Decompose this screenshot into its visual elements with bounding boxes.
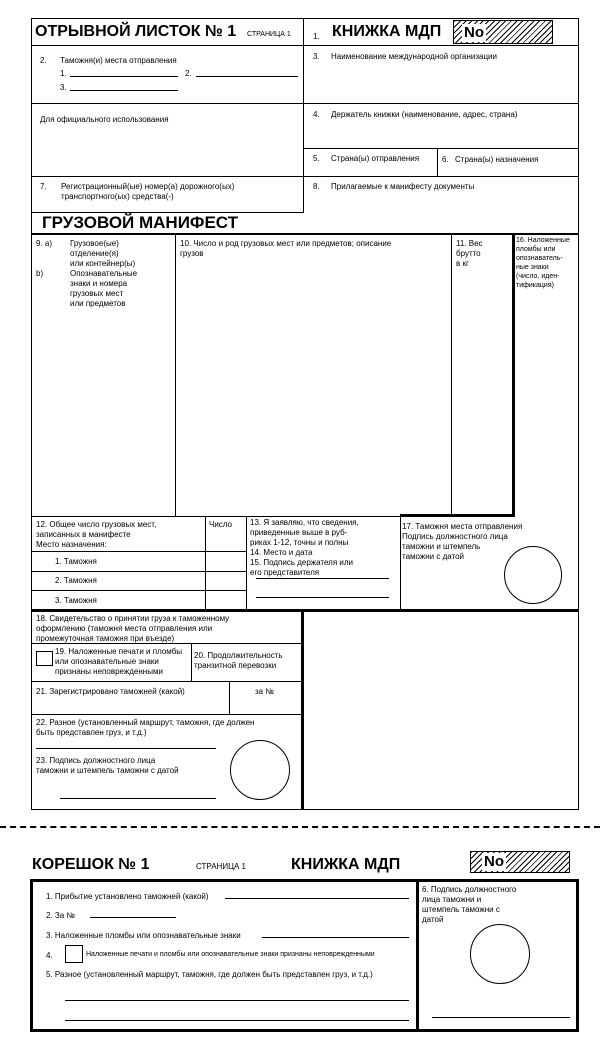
field-2-number: 2. xyxy=(40,56,47,65)
field-2-line-3[interactable] xyxy=(70,90,178,91)
divider xyxy=(205,516,206,610)
field-22-label: 22. Разное (установленный маршрут, таможня, где должен быть представлен груз, и т.д.) xyxy=(36,718,255,737)
stub-signature-line[interactable] xyxy=(432,1017,570,1018)
field-12-row-3: 3. Таможня xyxy=(55,596,97,605)
divider xyxy=(31,103,579,104)
divider xyxy=(416,879,419,1032)
field-18-label: 18. Свидетельство о принятии груза к таможенному оформлению (таможня места отправления или промежуточная таможня при въезде) xyxy=(36,614,230,643)
field-2-item-3: 3. xyxy=(60,83,67,92)
field-2-item-1: 1. xyxy=(60,69,67,78)
field-19-label: 19. Наложенные печати и пломбы или опознавательные знаки признаны неповрежденными xyxy=(55,647,183,676)
field-20-label: 20. Продолжительность транзитной перевозки xyxy=(194,651,283,670)
divider xyxy=(31,551,246,552)
divider xyxy=(31,45,303,46)
stamp-circle xyxy=(504,546,562,604)
stub-item-2-line[interactable] xyxy=(90,917,176,918)
holder-signature-line-2[interactable] xyxy=(256,597,389,598)
divider xyxy=(512,233,515,516)
divider xyxy=(303,148,579,149)
divider xyxy=(175,233,176,516)
stub-item-2: 2. За № xyxy=(46,911,75,920)
book-title: КНИЖКА МДП xyxy=(332,23,442,40)
stub-item-5: 5. Разное (установленный маршрут, таможня, где должен быть представлен груз, и т.д.) xyxy=(46,970,373,979)
field-12-count-header: Число xyxy=(209,520,233,529)
stamp-circle xyxy=(230,740,290,800)
field-12-row-1: 1. Таможня xyxy=(55,557,97,566)
divider xyxy=(303,45,579,46)
divider xyxy=(31,609,579,612)
field-13-15-label: 13. Я заявляю, что сведения, приведенные выше в руб- риках 1-12, точны и полны 14. Место и дата 15. Подпись держателя или его представителя xyxy=(250,518,359,577)
stub-item-6: 6. Подпись должностного лица таможни и штемпель таможни с датой xyxy=(422,885,517,924)
field-2-item-2: 2. xyxy=(185,69,192,78)
divider xyxy=(31,590,246,591)
field-16-label: 16. Наложенные пломбы или опознаватель- ные знаки (число, иден- тификация) xyxy=(516,237,570,289)
field-3-label: Наименование международной организации xyxy=(331,52,497,61)
field-10-label: 10. Число и род грузовых мест или предметов; описание грузов xyxy=(180,239,392,258)
field-8-number: 8. xyxy=(313,182,320,191)
divider xyxy=(246,516,247,610)
stub-item-4: Наложенные печати и пломбы или опознавательные знаки признаны неповрежденными xyxy=(86,951,375,958)
divider xyxy=(229,681,230,714)
divider xyxy=(400,514,515,517)
official-use-label: Для официального использования xyxy=(40,115,169,124)
divider xyxy=(451,233,452,516)
field-19-checkbox[interactable] xyxy=(36,651,53,666)
manifest-title: ГРУЗОВОЙ МАНИФЕСТ xyxy=(42,213,239,232)
field-12-row-2: 2. Таможня xyxy=(55,576,97,585)
field-9-text: Грузовое(ые) отделение(я) или контейнер(ы) Опознавательные знаки и номера грузовых мест или предметов xyxy=(70,239,138,308)
stub-stamp-circle xyxy=(470,924,530,984)
field-17-label: 17. Таможня места отправления Подпись должностного лица таможни и штемпель таможни с датой xyxy=(402,522,523,561)
field-7-label: Регистрационный(ые) номер(а) дорожного(ых) транспортного(ых) средства(-) xyxy=(61,182,235,201)
divider xyxy=(31,176,579,177)
field-4-label: Держатель книжки (наименование, адрес, страна) xyxy=(331,110,518,119)
field-21-number-label: за № xyxy=(255,687,274,696)
field-6-number: 6. xyxy=(442,155,449,164)
sheet-title: ОТРЫВНОЙ ЛИСТОК № 1 xyxy=(35,23,237,40)
divider xyxy=(31,714,302,715)
field-22-line[interactable] xyxy=(36,748,216,749)
field-2-label: Таможня(и) места отправления xyxy=(60,56,177,65)
stub-title: КОРЕШОК № 1 xyxy=(32,856,150,873)
divider xyxy=(31,233,579,235)
field-11-label: 11. Вес брутто в кг xyxy=(456,239,483,268)
field-2-line-2[interactable] xyxy=(196,76,298,77)
field-9-label: 9. a) b) xyxy=(36,239,53,278)
field-5-number: 5. xyxy=(313,154,320,163)
field-21-label: 21. Зарегистрировано таможней (какой) xyxy=(36,687,185,696)
stub-item-1: 1. Прибытие установлено таможней (какой) xyxy=(46,892,209,901)
field-3-number: 3. xyxy=(313,52,320,61)
stub-item-5-line-2[interactable] xyxy=(65,1020,409,1021)
field-4-number: 4. xyxy=(313,110,320,119)
field-8-label: Прилагаемые к манифесту документы xyxy=(331,182,475,191)
stub-number-label: No xyxy=(484,853,504,870)
field-23-signature-line[interactable] xyxy=(60,798,216,799)
divider xyxy=(303,18,304,213)
field-7-number: 7. xyxy=(40,182,47,191)
divider xyxy=(191,643,192,681)
stub-book-title: КНИЖКА МДП xyxy=(291,856,401,873)
divider xyxy=(31,681,302,682)
divider xyxy=(31,643,302,644)
divider xyxy=(301,609,304,810)
divider xyxy=(31,571,246,572)
stub-item-3: 3. Наложенные пломбы или опознавательные знаки xyxy=(46,931,241,940)
holder-signature-line-1[interactable] xyxy=(256,578,389,579)
stub-page-label: СТРАНИЦА 1 xyxy=(196,862,246,871)
divider xyxy=(31,516,400,517)
stub-item-4-checkbox[interactable] xyxy=(65,945,83,963)
number-label: No xyxy=(464,24,484,41)
field-6-label: Страна(ы) назначения xyxy=(455,155,539,164)
stub-item-5-line-1[interactable] xyxy=(65,1000,409,1001)
divider xyxy=(437,148,438,176)
divider xyxy=(400,516,401,610)
field-23-label: 23. Подпись должностного лица таможни и штемпель таможни с датой xyxy=(36,756,179,775)
page-label: СТРАНИЦА 1 xyxy=(247,31,291,38)
tear-line xyxy=(0,826,600,828)
stub-item-3-line[interactable] xyxy=(262,937,409,938)
stub-item-4-number: 4. xyxy=(46,951,53,960)
field-5-label: Страна(ы) отправления xyxy=(331,154,420,163)
field-12-label: 12. Общее число грузовых мест, записанных в манифесте Место назначения: xyxy=(36,520,157,549)
book-number: 1. xyxy=(313,32,320,41)
field-2-line-1[interactable] xyxy=(70,76,178,77)
stub-item-1-line[interactable] xyxy=(225,898,409,899)
